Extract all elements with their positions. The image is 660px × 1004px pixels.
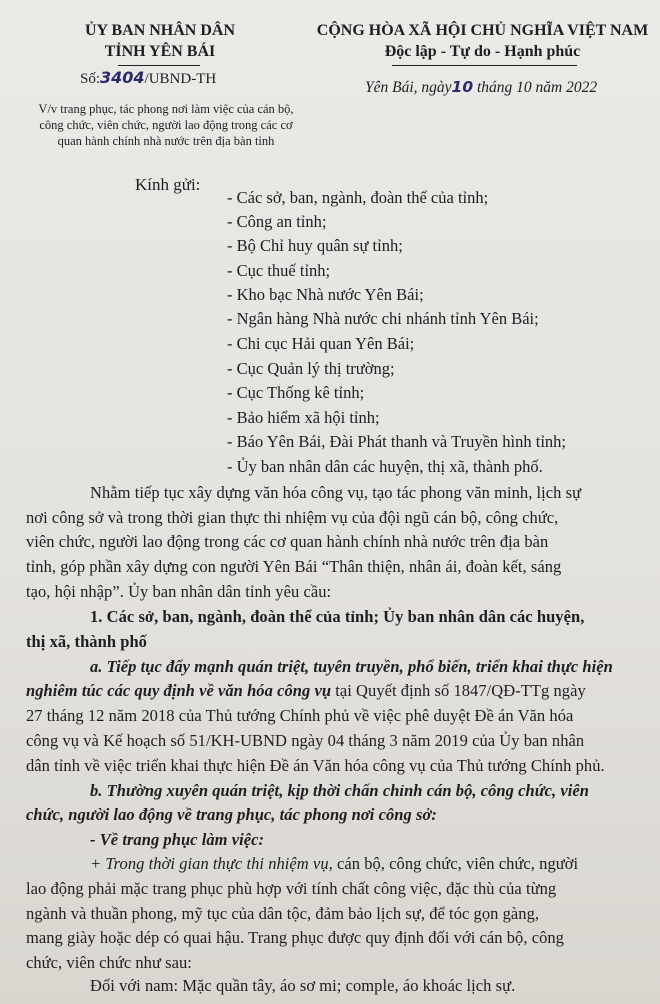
dress-point-line: ngành và thuần phong, mỹ tục của dân tộc, đảm bảo lịch sự, để tóc gọn gàng, [26, 904, 540, 923]
document-number [80, 68, 216, 88]
date-prefix: Yên Bái, ngày [365, 79, 452, 96]
recipients-label: Kính gửi: [135, 175, 201, 194]
intro-line: nơi công sở và trong thời gian thực thi nhiệm vụ của đội ngũ cán bộ, công chức, [26, 508, 559, 527]
intro-line: tạo, hội nhập”. Ủy ban nhân dân tỉnh yêu cầu: [26, 582, 332, 601]
recipient-item: - Các sở, ban, ngành, đoàn thể của tỉnh; [227, 188, 489, 207]
recipient-item: - Báo Yên Bái, Đài Phát thanh và Truyền hình tỉnh; [227, 432, 566, 451]
date-suffix: tháng 10 năm 2022 [476, 79, 598, 96]
org-underline [118, 65, 200, 66]
item-a-line: dân tỉnh về việc triển khai thực hiện Đề án Văn hóa công vụ của Thủ tướng Chính phủ. [26, 756, 605, 775]
intro-line: tỉnh, góp phần xây dựng con người Yên Bái “Thân thiện, nhân ái, đoàn kết, sáng [26, 557, 562, 576]
item-a-line: công vụ và Kế hoạch số 51/KH-UBND ngày 04 tháng 3 năm 2019 của Ủy ban nhân [26, 731, 585, 750]
recipient-item: - Ủy ban nhân dân các huyện, thị xã, thành phố. [227, 457, 543, 476]
intro-line: Nhằm tiếp tục xây dựng văn hóa công vụ, tạo tác phong văn minh, lịch sự [90, 483, 582, 502]
section-1-heading: thị xã, thành phố [26, 632, 147, 651]
nation-motto: Độc lập - Tự do - Hạnh phúc [384, 43, 581, 60]
recipient-item: - Kho bạc Nhà nước Yên Bái; [227, 285, 424, 304]
org-name-line2: TỈNH YÊN BÁI [104, 43, 216, 60]
recipient-item: - Cục thuế tỉnh; [227, 261, 331, 280]
doc-no-suffix: /UBND-TH [144, 71, 217, 87]
intro-line: viên chức, người lao động trong các cơ quan hành chính nhà nước trên địa bàn [26, 532, 549, 551]
recipient-item: - Cục Quản lý thị trường; [227, 359, 395, 378]
recipient-item: - Chi cục Hải quan Yên Bái; [227, 334, 415, 353]
recipient-item: - Cục Thống kê tỉnh; [227, 383, 365, 402]
subject-line: quan hành chính nhà nước trên địa bàn tỉnh [57, 134, 275, 148]
dress-point-line [90, 854, 578, 874]
dress-point-line: mang giày hoặc dép có quai hậu. Trang phục được quy định đối với cán bộ, công [26, 928, 564, 947]
document-date [365, 78, 597, 97]
item-a-line [26, 681, 586, 701]
date-day-handwritten: 10 [451, 78, 474, 96]
item-a-title: a. Tiếp tục đẩy mạnh quán triệt, tuyên truyền, phổ biến, triển khai thực hiện [90, 657, 613, 676]
doc-no-handwritten: 3404 [100, 68, 145, 87]
item-b-title: chức, người lao động về trang phục, tác phong nơi công sở: [26, 805, 437, 824]
men-dress-rule: Đối với nam: Mặc quần tây, áo sơ mi; comple, áo khoác lịch sự. [90, 976, 516, 995]
section-1-heading: 1. Các sở, ban, ngành, đoàn thể của tỉnh; Ủy ban nhân dân các huyện, [90, 607, 585, 626]
doc-no-prefix: Số: [80, 71, 101, 87]
dress-point-italic: + Trong thời gian thực thi nhiệm vụ, [90, 854, 333, 873]
recipient-item: - Bộ Chỉ huy quân sự tỉnh; [227, 236, 403, 255]
org-name-line1: ỦY BAN NHÂN DÂN [84, 22, 236, 39]
recipient-item: - Bảo hiểm xã hội tỉnh; [227, 408, 380, 427]
recipient-item: - Công an tỉnh; [227, 212, 327, 231]
item-b-title: b. Thường xuyên quán triệt, kịp thời chấn chỉnh cán bộ, công chức, viên [90, 781, 589, 800]
recipient-item: - Ngân hàng Nhà nước chi nhánh tỉnh Yên Bái; [227, 309, 539, 328]
dress-point-line: lao động phải mặc trang phục phù hợp với tính chất công việc, đặc thù của từng [26, 879, 557, 898]
item-a-title-end: nghiêm túc các quy định về văn hóa công vụ [26, 681, 332, 700]
subject-line: công chức, viên chức, người lao động trong các cơ [39, 118, 293, 132]
subject-line: V/v trang phục, tác phong nơi làm việc của cán bộ, [38, 102, 294, 116]
item-a-text: tại Quyết định số 1847/QĐ-TTg ngày [331, 681, 586, 700]
motto-underline [392, 65, 577, 66]
dress-point-line: chức, viên chức như sau: [26, 953, 192, 972]
dress-point-text: cán bộ, công chức, viên chức, người [332, 854, 579, 873]
nation-title: CỘNG HÒA XÃ HỘI CHỦ NGHĨA VIỆT NAM [316, 22, 649, 39]
item-a-line: 27 tháng 12 năm 2018 của Thủ tướng Chính phủ về việc phê duyệt Đề án Văn hóa [26, 706, 574, 725]
dress-heading: - Về trang phục làm việc: [90, 830, 265, 849]
